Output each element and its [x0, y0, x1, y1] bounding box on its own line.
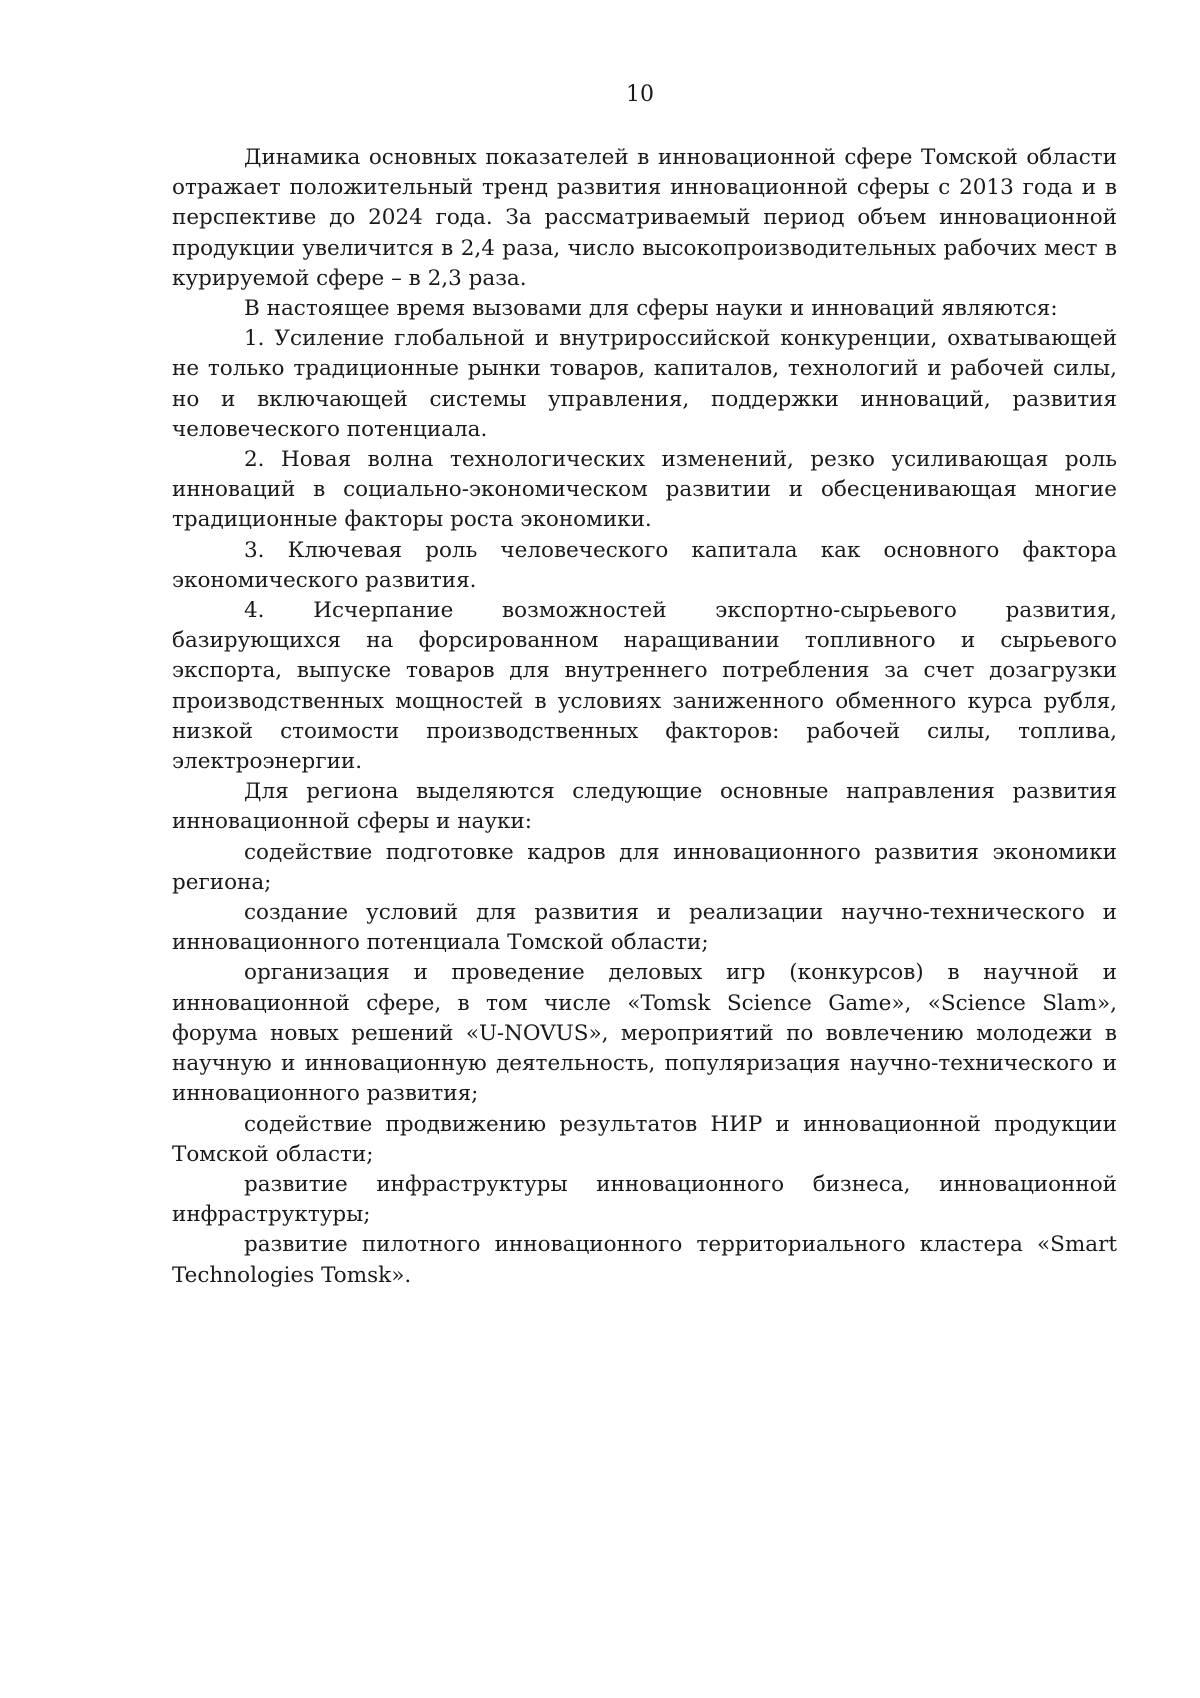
paragraph-direction-2: создание условий для развития и реализации научно-технического и инновационного потенциала Томской области;: [172, 900, 1117, 956]
paragraph-challenge-1: 1. Усиление глобальной и внутрироссийской конкуренции, охватывающей не только традиционные рынки товаров, капиталов, технологий и рабочей силы, но и включающей системы управления, поддержки инноваций, развития человеческого потенциала.: [172, 326, 1117, 442]
paragraph-challenge-4: 4. Исчерпание возможностей экспортно-сырьевого развития, базирующихся на форсированном наращивании топливного и сырьевого экспорта, выпуске товаров для внутреннего потребления за счет дозагрузки производственных мощностей в условиях заниженного обменного курса рубля, низкой стоимости производственных факторов: рабочей силы, топлива, электроэнергии.: [172, 598, 1117, 775]
paragraph-challenge-3: 3. Ключевая роль человеческого капитала как основного фактора экономического развития.: [172, 537, 1117, 593]
paragraph-direction-1: содействие подготовке кадров для инновационного развития экономики региона;: [172, 839, 1117, 895]
page-number: 10: [626, 82, 654, 107]
paragraph-challenges-intro: В настоящее время вызовами для сферы науки и инноваций являются:: [244, 296, 1058, 322]
paragraph-dynamics: Динамика основных показателей в инновационной сфере Томской области отражает положительный тренд развития инновационной сферы с 2013 года и в перспективе до 2024 года. За рассматриваемый период объем инновационной продукции увеличится в 2,4 раза, число высокопроизводительных рабочих мест в курируемой сфере – в 2,3 раза.: [172, 145, 1117, 291]
paragraph-direction-4: содействие продвижению результатов НИР и инновационной продукции Томской области;: [172, 1111, 1117, 1167]
paragraph-direction-3: организация и проведение деловых игр (конкурсов) в научной и инновационной сфере, в том числе «Tomsk Science Game», «Science Slam», форума новых решений «U-NOVUS», мероприятий по вовлечению молодежи в научную и инновационную деятельность, популяризация научно-технического и инновационного развития;: [172, 960, 1117, 1107]
paragraph-direction-5: развитие инфраструктуры инновационного бизнеса, инновационной инфраструктуры;: [172, 1171, 1117, 1228]
paragraph-challenge-2: 2. Новая волна технологических изменений, резко усиливающая роль инноваций в социально-экономическом развитии и обесценивающая многие традиционные факторы роста экономики.: [172, 447, 1117, 533]
paragraph-directions-intro: Для региона выделяются следующие основные направления развития инновационной сферы и науки:: [172, 779, 1117, 835]
paragraph-direction-6: развитие пилотного инновационного территориального кластера «Smart Technologies Tomsk».: [172, 1232, 1117, 1288]
document-body: [172, 143, 1117, 1291]
